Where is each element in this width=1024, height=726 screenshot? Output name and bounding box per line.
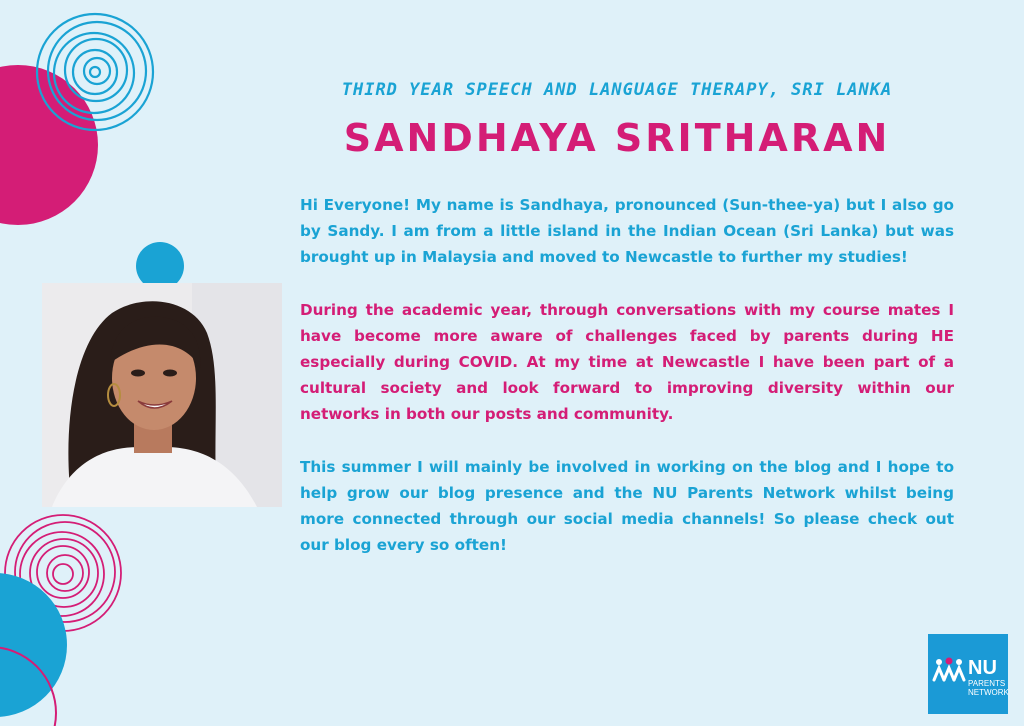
logo-nu-text: NU	[968, 657, 997, 679]
portrait-illustration	[42, 283, 282, 507]
course-subtitle: THIRD YEAR SPEECH AND LANGUAGE THERAPY, SRI LANKA	[341, 80, 893, 100]
bio-paragraph-experience: During the academic year, through conversations with my course mates I have become more aware of challenges faced by parents during HE especially during COVID. At my time at Newcastle I have been part of a cultural society and look forward to improving diversity within our networks in both our posts and community.	[300, 301, 954, 423]
profile-photo	[42, 283, 282, 507]
bottom-left-circles-decoration	[0, 505, 140, 726]
bio-paragraph-intro: Hi Everyone! My name is Sandhaya, pronounced (Sun-thee-ya) but I also go by Sandy. I am from a little island in the Indian Ocean (Sri Lanka) but was brought up in Malaysia and moved to Newcastle to further my studies!	[300, 196, 954, 266]
logo-network-text: NETWORK	[968, 688, 1008, 697]
profile-name-heading: SANDHAYA SRITHARAN	[343, 116, 891, 160]
bio-body	[300, 192, 954, 585]
logo-parents-text: PARENTS	[968, 679, 1006, 688]
bio-paragraph-summer-plans: This summer I will mainly be involved in working on the blog and I hope to help grow our blog presence and the NU Parents Network whilst being more connected through our social media channels! So please check out our blog every so often!	[300, 458, 954, 554]
top-left-circles-decoration	[0, 0, 160, 250]
logo-graphic	[928, 634, 1008, 714]
nu-parents-network-logo	[928, 634, 1008, 714]
